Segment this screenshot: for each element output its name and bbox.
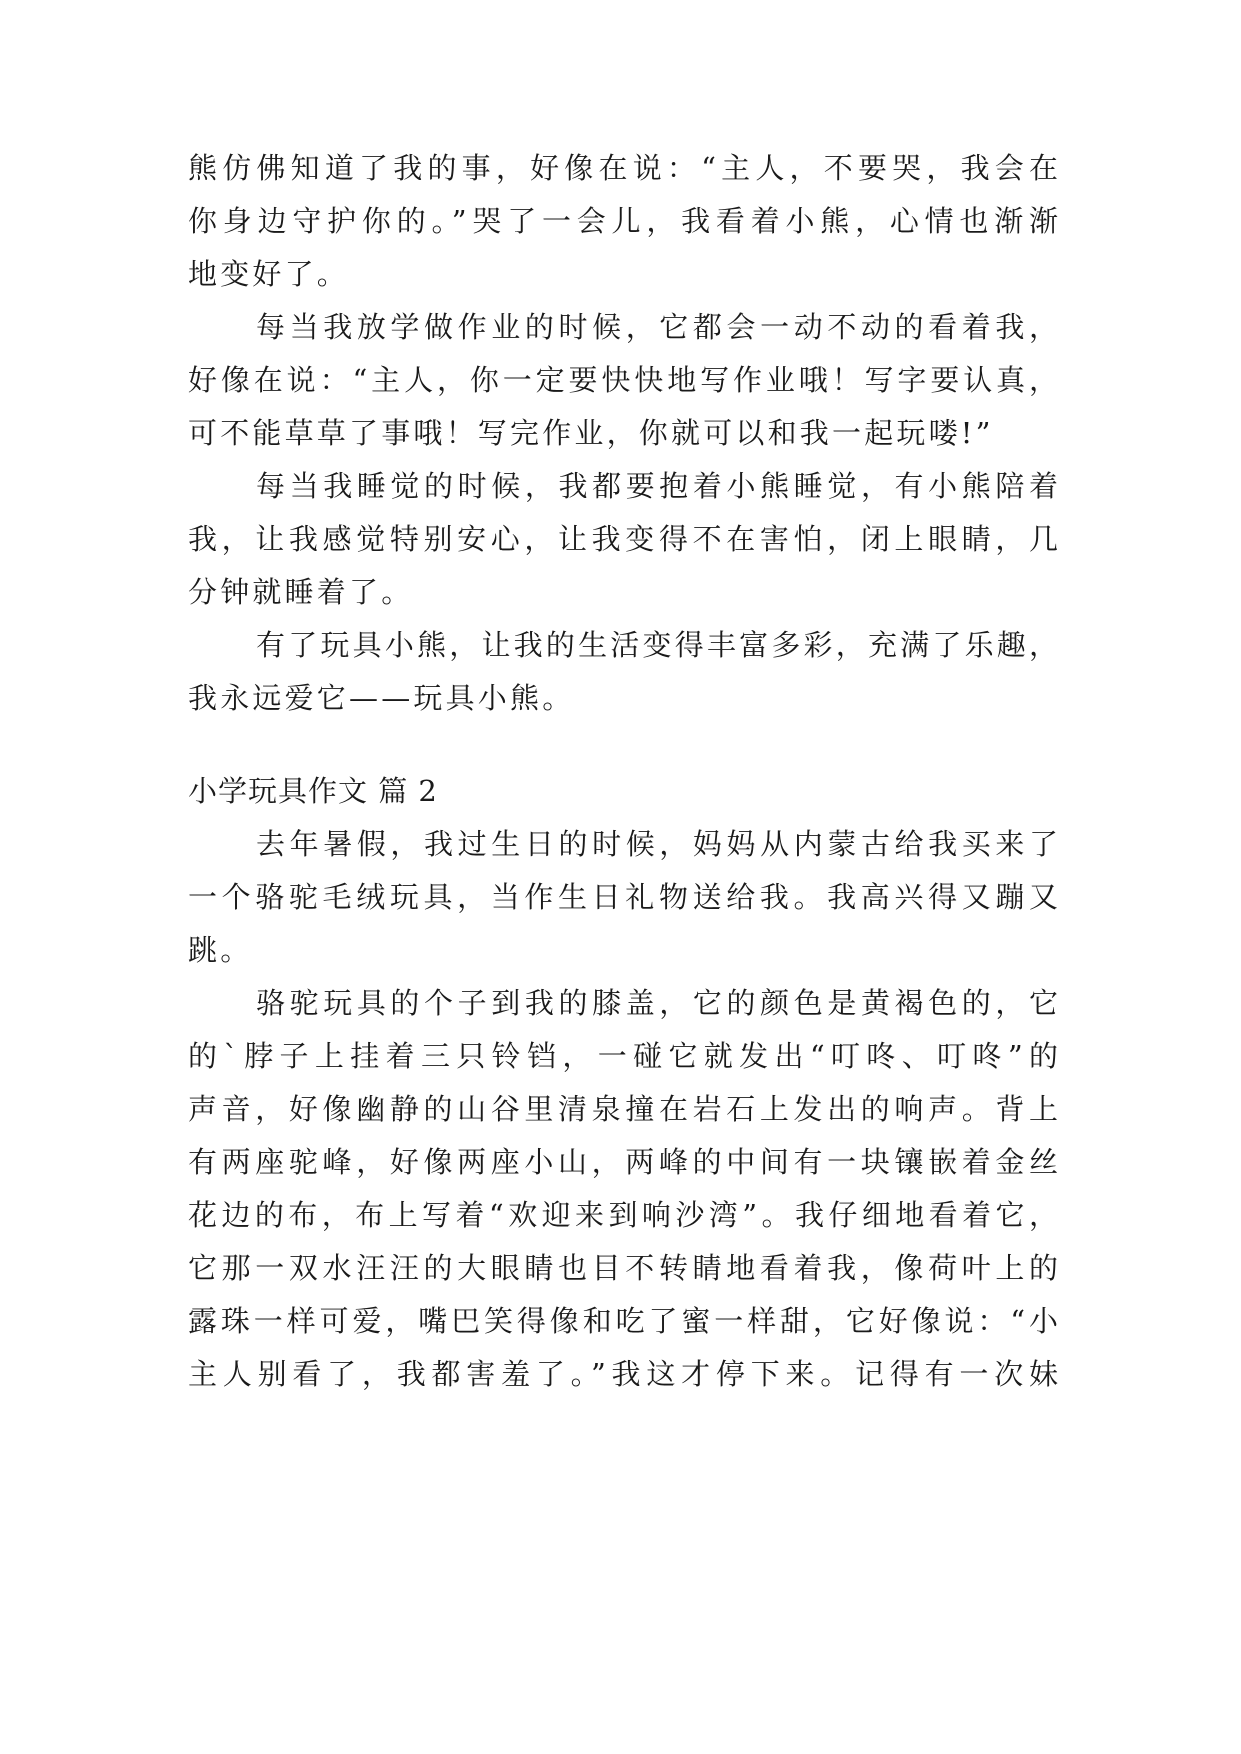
paragraph-line: 露珠一样可爱，嘴巴笑得像和吃了蜜一样甜，它好像说：“小	[188, 1304, 1058, 1338]
paragraph-line: 有两座驼峰，好像两座小山，两峰的中间有一块镶嵌着金丝	[188, 1145, 1058, 1179]
paragraph-line: 可不能草草了事哦！写完作业，你就可以和我一起玩喽!”	[188, 416, 994, 450]
paragraph-line: 去年暑假，我过生日的时候，妈妈从内蒙古给我买来了	[256, 827, 1058, 861]
paragraph-line: 声音，好像幽静的山谷里清泉撞在岩石上发出的响声。背上	[188, 1092, 1058, 1126]
paragraph-line: 有了玩具小熊，让我的生活变得丰富多彩，充满了乐趣，	[256, 628, 1058, 662]
paragraph-line: 花边的布，布上写着“欢迎来到响沙湾”。我仔细地看着它，	[188, 1198, 1058, 1232]
paragraph-line: 熊仿佛知道了我的事，好像在说：“主人，不要哭，我会在	[188, 151, 1058, 185]
paragraph-line: 跳。	[188, 933, 253, 967]
paragraph-line: 好像在说：“主人，你一定要快快地写作业哦！写字要认真，	[188, 363, 1058, 397]
paragraph-line: 的`脖子上挂着三只铃铛，一碰它就发出“叮咚、叮咚”的	[188, 1039, 1058, 1073]
paragraph-line: 骆驼玩具的个子到我的膝盖，它的颜色是黄褐色的，它	[256, 986, 1058, 1020]
section-heading: 小学玩具作文 篇 2	[188, 774, 438, 808]
paragraph-line: 一个骆驼毛绒玩具，当作生日礼物送给我。我高兴得又蹦又	[188, 880, 1058, 914]
paragraph-line: 主人别看了，我都害羞了。”我这才停下来。记得有一次妹	[188, 1357, 1058, 1391]
paragraph-line: 每当我睡觉的时候，我都要抱着小熊睡觉，有小熊陪着	[256, 469, 1058, 503]
paragraph-line: 地变好了。	[188, 257, 350, 291]
paragraph-line: 我，让我感觉特别安心，让我变得不在害怕，闭上眼睛，几	[188, 522, 1058, 556]
paragraph-line: 它那一双水汪汪的大眼睛也目不转睛地看着我，像荷叶上的	[188, 1251, 1058, 1285]
paragraph-line: 我永远爱它——玩具小熊。	[188, 681, 575, 715]
paragraph-line: 你身边守护你的。”哭了一会儿，我看着小熊，心情也渐渐	[188, 204, 1058, 238]
paragraph-line: 分钟就睡着了。	[188, 575, 414, 609]
paragraph-line: 每当我放学做作业的时候，它都会一动不动的看着我，	[256, 310, 1058, 344]
